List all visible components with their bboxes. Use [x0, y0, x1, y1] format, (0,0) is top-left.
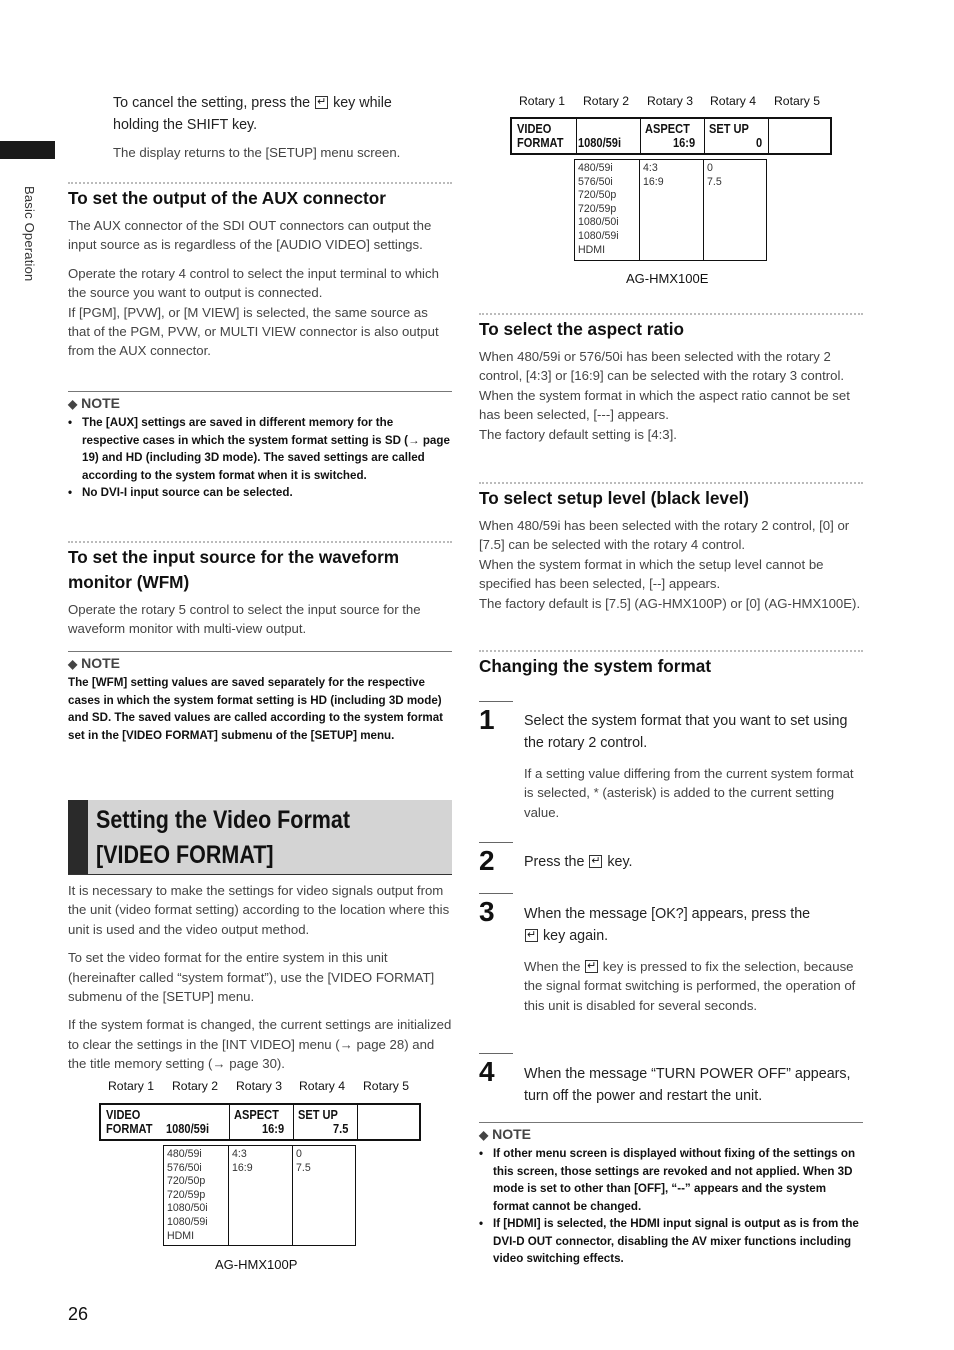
wfm-note — [68, 655, 452, 744]
step-1 — [524, 710, 862, 822]
menu-screen-p: VIDEO FORMAT 1080/59i ASPECT 16:9 SET UP 7.5 — [99, 1103, 421, 1141]
diamond-icon: ◆ — [479, 1128, 489, 1142]
section-title: Setting the Video Format [VIDEO FORMAT] — [96, 806, 351, 869]
model-label: AG-HMX100E — [626, 271, 709, 286]
note-item: • If other menu screen is displayed without fixing of the settings on this screen, those settings are revoked and not applied. When 3D mode is set to other than [OFF], “--” appears and the system format cannot be changed. — [479, 1145, 865, 1215]
options-list-e: 480/59i 576/50i 720/50p 720/59p 1080/50i 1080/59i HDMI 4:3 16:9 0 7.5 — [574, 159, 767, 261]
wfm-section — [68, 545, 452, 639]
note-rule — [68, 391, 452, 392]
enter-key-icon — [525, 929, 538, 942]
step-4 — [524, 1063, 864, 1107]
aux-section — [68, 186, 452, 361]
aspect-heading: To select the aspect ratio — [479, 319, 685, 339]
options-list-p: 480/59i 576/50i 720/50p 720/59p 1080/50i 1080/59i HDMI 4:3 16:9 0 7.5 — [163, 1145, 356, 1246]
wfm-heading: To set the input source for the waveform monitor (WFM) — [68, 547, 400, 592]
section-divider — [479, 313, 863, 315]
section-title-box — [68, 800, 452, 875]
step-rule — [479, 893, 513, 894]
note-heading: ◆ NOTE — [479, 1126, 532, 1142]
note-rule — [479, 1122, 863, 1123]
setup-heading: To select setup level (black level) — [479, 488, 750, 508]
note-text: The [WFM] setting values are saved separately for the respective cases in which the system format setting is HD (including 3D mode) and SD. The saved values are called according to the system format set in the [VIDEO FORMAT] submenu of the [SETUP] menu. — [68, 676, 443, 742]
vf-paragraph-2: To set the video format for the entire system in this unit (hereinafter called “system format”), use the [VIDEO FORMAT] submenu of the [SETUP] menu. — [68, 950, 435, 1005]
note-rule — [68, 651, 452, 652]
setup-paragraph-1: When 480/59i has been selected with the rotary 2 control, [0] or [7.5] can be selected with the rotary 4 control. — [479, 518, 850, 553]
vf-paragraph-3: If the system format is changed, the current settings are initialized to clear the settings in the [INT VIDEO] menu (→ page 28) and the title memory setting (→ page 30). — [68, 1017, 452, 1072]
setup-paragraph-3: The factory default is [7.5] (AG-HMX100P) or [0] (AG-HMX100E). — [479, 595, 861, 611]
aux-paragraph-3: If [PGM], [PVW], or [M VIEW] is selected, the same source as that of the PGM, PVW, or MULTI VIEW connector is also output from the AUX connector. — [68, 304, 439, 359]
diamond-icon: ◆ — [68, 397, 78, 411]
aspect-paragraph-1: When 480/59i or 576/50i has been selected with the rotary 2 control, [4:3] or [16:9] can be selected with the rotary 3 control. — [479, 349, 845, 384]
step-1-subtext: If a setting value differing from the current system format is selected, * (asterisk) is added to the current setting value. — [524, 766, 854, 820]
note-item: • The [AUX] settings are saved in different memory for the respective cases in which the system format setting is SD (→ page 19) and HD (including 3D mode). The saved settings are called according to the system format when it is switched. — [68, 414, 452, 484]
step-3-subtext: When the ↵ key is pressed to fix the selection, because the signal format switching is performed, the operation of this unit is disabled for several seconds. — [524, 957, 862, 1015]
aux-paragraph-2: Operate the rotary 4 control to select the input terminal to which the source you want to output is connected. — [68, 265, 439, 301]
page-number: 26 — [68, 1304, 89, 1324]
aspect-paragraph-2: When the system format in which the aspect ratio cannot be set has been selected, [---] appears. — [479, 387, 850, 423]
title-accent-bar — [68, 800, 88, 874]
step-3-number: 3 — [479, 896, 495, 927]
step-3-text: When the message [OK?] appears, press the ↵ key again. — [524, 903, 862, 947]
change-heading-wrap — [479, 654, 863, 679]
chapter-label: Basic Operation — [22, 186, 37, 282]
enter-key-icon — [589, 855, 602, 868]
section-divider — [479, 482, 863, 484]
enter-key-icon — [585, 960, 598, 973]
step-rule — [479, 1053, 513, 1054]
setup-paragraph-2: When the system format in which the setup level cannot be specified has been selected, [--] appears. — [479, 556, 824, 592]
wfm-paragraph: Operate the rotary 5 control to select the input source for the waveform monitor with multi-view output. — [68, 602, 421, 637]
change-heading: Changing the system format — [479, 656, 712, 676]
aspect-paragraph-3: The factory default setting is [4:3]. — [479, 426, 677, 442]
step-rule — [479, 842, 513, 843]
note-heading: ◆ NOTE — [68, 395, 121, 411]
change-note — [479, 1126, 865, 1268]
aux-note — [68, 395, 452, 502]
rotary-labels: Rotary 1 Rotary 2 Rotary 3 Rotary 4 Rotary 5 — [519, 94, 821, 108]
section-divider — [479, 650, 863, 652]
chapter-tab-marker — [0, 141, 55, 159]
step-2-text: Press the ↵ key. — [524, 851, 862, 873]
model-label: AG-HMX100P — [215, 1257, 298, 1272]
aux-paragraph-1: The AUX connector of the SDI OUT connectors can output the input source as is regardless of the [AUDIO VIDEO] settings. — [68, 218, 432, 253]
step-4-text: When the message “TURN POWER OFF” appears, turn off the power and restart the unit. — [524, 1066, 851, 1104]
section-divider — [68, 541, 452, 543]
step-rule — [479, 701, 513, 702]
note-heading: ◆ NOTE — [68, 655, 121, 671]
setup-section — [479, 486, 863, 613]
step-3 — [524, 903, 862, 1015]
note-item: • No DVI-I input source can be selected. — [68, 484, 452, 502]
step-2-number: 2 — [479, 845, 495, 876]
step-1-number: 1 — [479, 704, 495, 735]
aspect-section — [479, 317, 863, 444]
cancel-instruction: To cancel the setting, press the ↵ key while holding the SHIFT key. The display returns to the [SETUP] menu screen. — [113, 92, 453, 162]
step-1-text: Select the system format that you want to set using the rotary 2 control. — [524, 713, 848, 751]
menu-screen-e: VIDEO FORMAT 1080/59i ASPECT 16:9 SET UP 0 — [510, 117, 832, 155]
section-divider — [68, 182, 452, 184]
video-format-intro — [68, 881, 452, 1074]
rotary-labels: Rotary 1 Rotary 2 Rotary 3 Rotary 4 Rotary 5 — [108, 1079, 410, 1093]
step-2 — [524, 851, 862, 873]
note-item: • If [HDMI] is selected, the HDMI input signal is output as is from the DVI-D OUT connector, disabling the AV mixer functions including video switching effects. — [479, 1215, 865, 1268]
diamond-icon: ◆ — [68, 657, 78, 671]
display-returns-text: The display returns to the [SETUP] menu screen. — [113, 145, 401, 160]
step-4-number: 4 — [479, 1056, 495, 1087]
aux-heading: To set the output of the AUX connector — [68, 188, 386, 208]
vf-paragraph-1: It is necessary to make the settings for video signals output from the unit (video format setting) according to the location where this unit is used and the video output method. — [68, 883, 450, 937]
